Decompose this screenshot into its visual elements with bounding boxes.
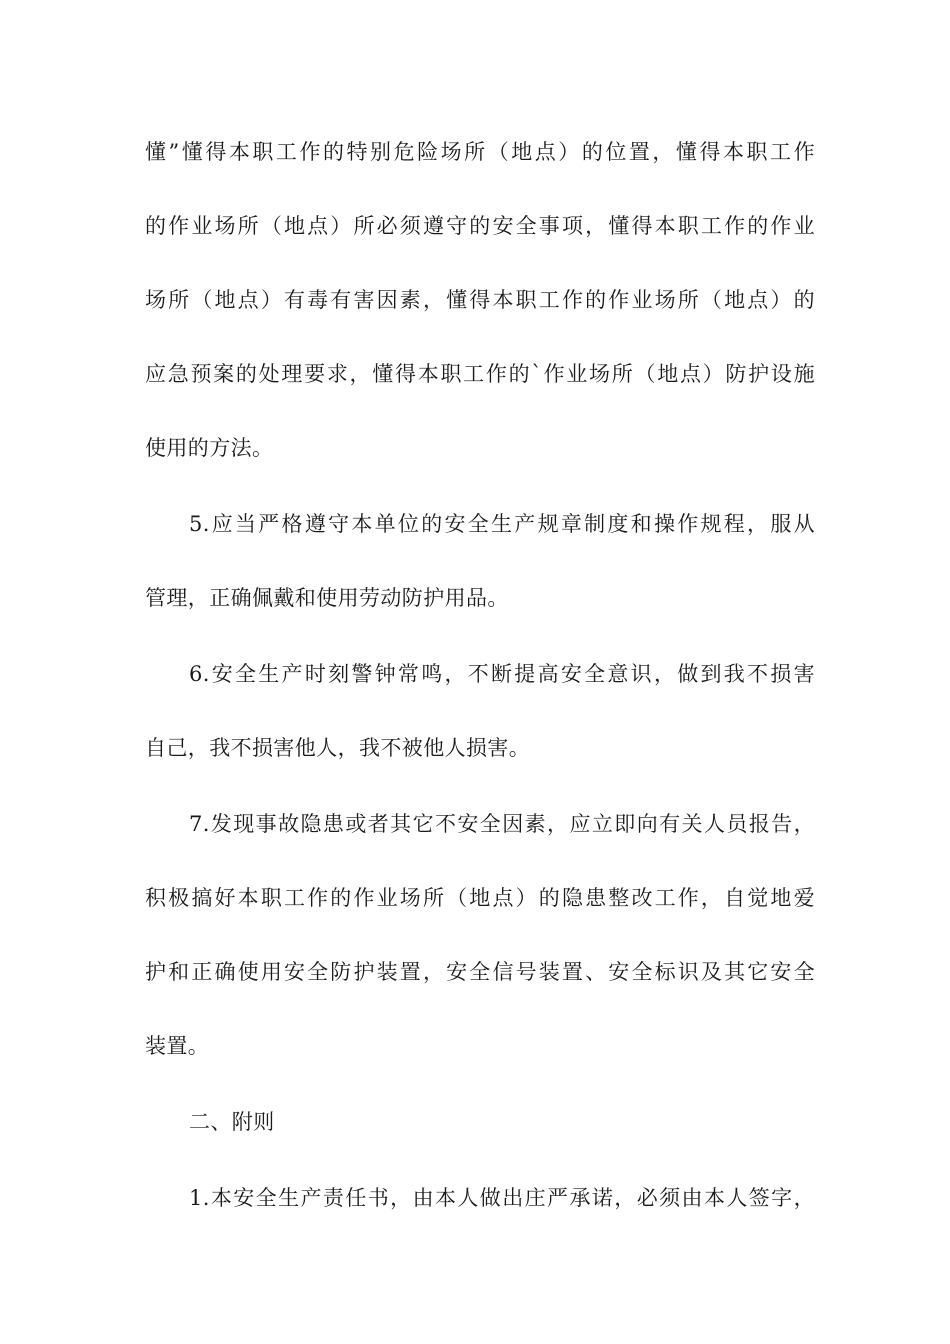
list-item-7-line: 7.发现事故隐患或者其它不安全因素，应立即向有关人员报告，: [189, 812, 815, 836]
body-text-line: 使用的方法。: [145, 436, 274, 460]
list-item-6-line: 自己，我不损害他人，我不被他人损害。: [145, 736, 531, 760]
section-heading: 二、附则: [189, 1110, 275, 1134]
list-item-5-line: 5.应当严格遵守本单位的安全生产规章制度和操作规程，服从: [189, 512, 815, 536]
body-text-line: 场所（地点）有毒有害因素，懂得本职工作的作业场所（地点）的: [145, 288, 815, 312]
list-item-7-line: 积极搞好本职工作的作业场所（地点）的隐患整改工作，自觉地爱: [145, 886, 815, 910]
list-item-5-line: 管理，正确佩戴和使用劳动防护用品。: [145, 586, 509, 610]
appendix-item-1-line: 1.本安全生产责任书，由本人做出庄严承诺，必须由本人签字，: [189, 1186, 815, 1210]
list-item-6-line: 6.安全生产时刻警钟常鸣，不断提高安全意识，做到我不损害: [189, 662, 815, 686]
list-item-7-line: 护和正确使用安全防护装置，安全信号装置、安全标识及其它安全: [145, 960, 815, 984]
body-text-line: 的作业场所（地点）所必须遵守的安全事项，懂得本职工作的作业: [145, 214, 815, 238]
body-text-line: 应急预案的处理要求，懂得本职工作的`作业场所（地点）防护设施: [145, 362, 815, 386]
list-item-7-line: 装置。: [145, 1034, 210, 1058]
body-text-line: 懂”懂得本职工作的特别危险场所（地点）的位置，懂得本职工作: [145, 140, 815, 164]
